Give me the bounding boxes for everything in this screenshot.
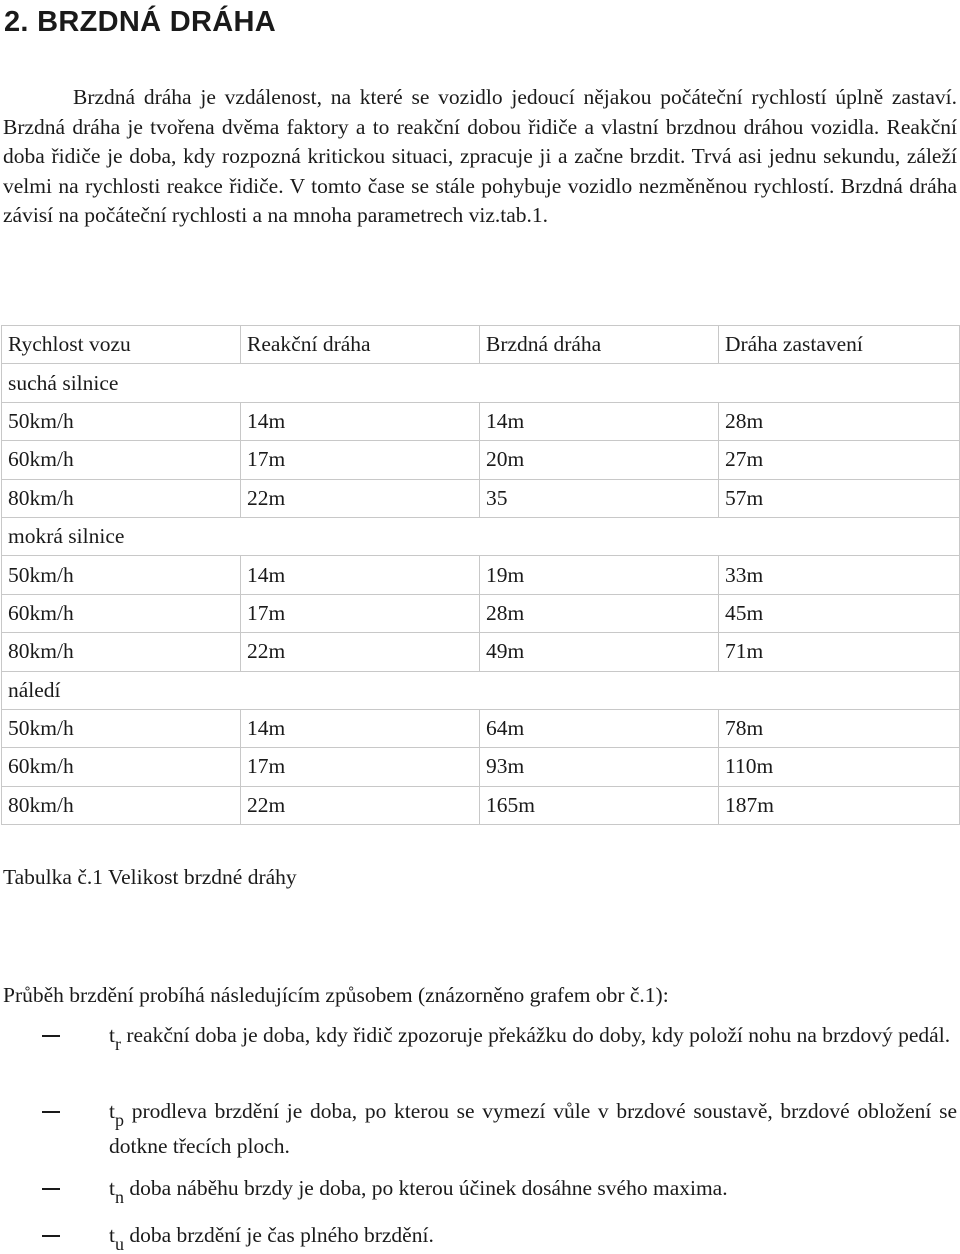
- bullet-description: doba brzdění je čas plného brzdění.: [129, 1223, 434, 1247]
- cell-braking: 93m: [480, 748, 719, 786]
- table-row: [2, 479, 960, 517]
- cell-braking: 64m: [480, 709, 719, 747]
- cell-braking: 14m: [480, 402, 719, 440]
- cell-stopping: 28m: [719, 402, 960, 440]
- header-reaction-distance: Reakční dráha: [241, 326, 480, 364]
- cell-speed: 60km/h: [2, 748, 241, 786]
- dash-bullet-icon: [42, 1235, 60, 1237]
- table-row: [2, 441, 960, 479]
- cell-stopping: 78m: [719, 709, 960, 747]
- braking-phases-lead: Průběh brzdění probíhá následujícím způsobem (znázorněno grafem obr č.1):: [3, 983, 669, 1007]
- cell-stopping: 71m: [719, 633, 960, 671]
- table-row: [2, 633, 960, 671]
- cell-braking: 19m: [480, 556, 719, 594]
- cell-reaction: 14m: [241, 709, 480, 747]
- cell-reaction: 14m: [241, 556, 480, 594]
- cell-reaction: 22m: [241, 786, 480, 824]
- table-caption: Tabulka č.1 Velikost brzdné dráhy: [3, 865, 297, 889]
- dash-bullet-icon: [42, 1035, 60, 1037]
- section-heading: 2. BRZDNÁ DRÁHA: [4, 6, 276, 38]
- cell-reaction: 14m: [241, 402, 480, 440]
- table-row: [2, 709, 960, 747]
- cell-braking: 20m: [480, 441, 719, 479]
- time-symbol: $t_u$: [109, 1223, 124, 1254]
- cell-speed: 50km/h: [2, 402, 241, 440]
- section-label: suchá silnice: [2, 364, 960, 402]
- dash-bullet-icon: [42, 1111, 60, 1113]
- bullet-text: [109, 1171, 957, 1206]
- cell-speed: 50km/h: [2, 709, 241, 747]
- bullet-text: [109, 1018, 957, 1053]
- cell-reaction: 22m: [241, 633, 480, 671]
- cell-reaction: 17m: [241, 441, 480, 479]
- cell-speed: 60km/h: [2, 441, 241, 479]
- cell-stopping: 45m: [719, 594, 960, 632]
- cell-stopping: 110m: [719, 748, 960, 786]
- bullet-description: reakční doba je doba, kdy řidič zpozoruje překážku do doby, kdy položí nohu na brzdový pedál.: [126, 1023, 951, 1047]
- bullet-description: doba náběhu brzdy je doba, po kterou účinek dosáhne svého maxima.: [129, 1176, 728, 1200]
- dash-bullet-icon: [42, 1188, 60, 1190]
- bullet-text: [109, 1094, 957, 1164]
- header-braking-distance: Brzdná dráha: [480, 326, 719, 364]
- cell-stopping: 27m: [719, 441, 960, 479]
- cell-reaction: 17m: [241, 594, 480, 632]
- table-row: [2, 402, 960, 440]
- header-stopping-distance: Dráha zastavení: [719, 326, 960, 364]
- cell-reaction: 22m: [241, 479, 480, 517]
- cell-stopping: 187m: [719, 786, 960, 824]
- cell-speed: 60km/h: [2, 594, 241, 632]
- table-header-row: [2, 326, 960, 364]
- header-speed: Rychlost vozu: [2, 326, 241, 364]
- time-symbol: $t_p$: [109, 1099, 124, 1130]
- bullet-description: prodleva brzdění je doba, po kterou se vymezí vůle v brzdové soustavě, brzdové obložení se dotkne třecích ploch.: [109, 1099, 958, 1158]
- section-label: mokrá silnice: [2, 517, 960, 555]
- table-row: [2, 594, 960, 632]
- cell-speed: 80km/h: [2, 786, 241, 824]
- braking-distance-table: [1, 325, 960, 825]
- cell-stopping: 33m: [719, 556, 960, 594]
- section-row-wet: [2, 517, 960, 555]
- section-label: náledí: [2, 671, 960, 709]
- table-row: [2, 786, 960, 824]
- cell-braking: 35: [480, 479, 719, 517]
- cell-braking: 28m: [480, 594, 719, 632]
- time-symbol: $t_r$: [109, 1023, 121, 1054]
- bullet-text: [109, 1218, 957, 1253]
- time-symbol: $t_n$: [109, 1176, 124, 1207]
- section-row-dry: [2, 364, 960, 402]
- cell-reaction: 17m: [241, 748, 480, 786]
- table-row: [2, 748, 960, 786]
- cell-braking: 165m: [480, 786, 719, 824]
- cell-speed: 50km/h: [2, 556, 241, 594]
- cell-speed: 80km/h: [2, 479, 241, 517]
- table-row: [2, 556, 960, 594]
- cell-speed: 80km/h: [2, 633, 241, 671]
- cell-braking: 49m: [480, 633, 719, 671]
- section-row-ice: [2, 671, 960, 709]
- cell-stopping: 57m: [719, 479, 960, 517]
- intro-paragraph: Brzdná dráha je vzdálenost, na které se vozidlo jedoucí nějakou počáteční rychlostí úplně zastaví. Brzdná dráha je tvořena dvěma faktory a to reakční dobou řidiče a vlastní brzdnou dráhou vozidla. Reakční doba řidiče je doba, kdy rozpozná kritickou situaci, zpracuje ji a začne brzdit. Trvá asi jednu sekundu, záleží velmi na rychlosti reakce řidiče. V tomto čase se stále pohybuje vozidlo nezměněnou rychlostí. Brzdná dráha závisí na počáteční rychlosti a na mnoha parametrech viz.tab.1.: [3, 85, 957, 227]
